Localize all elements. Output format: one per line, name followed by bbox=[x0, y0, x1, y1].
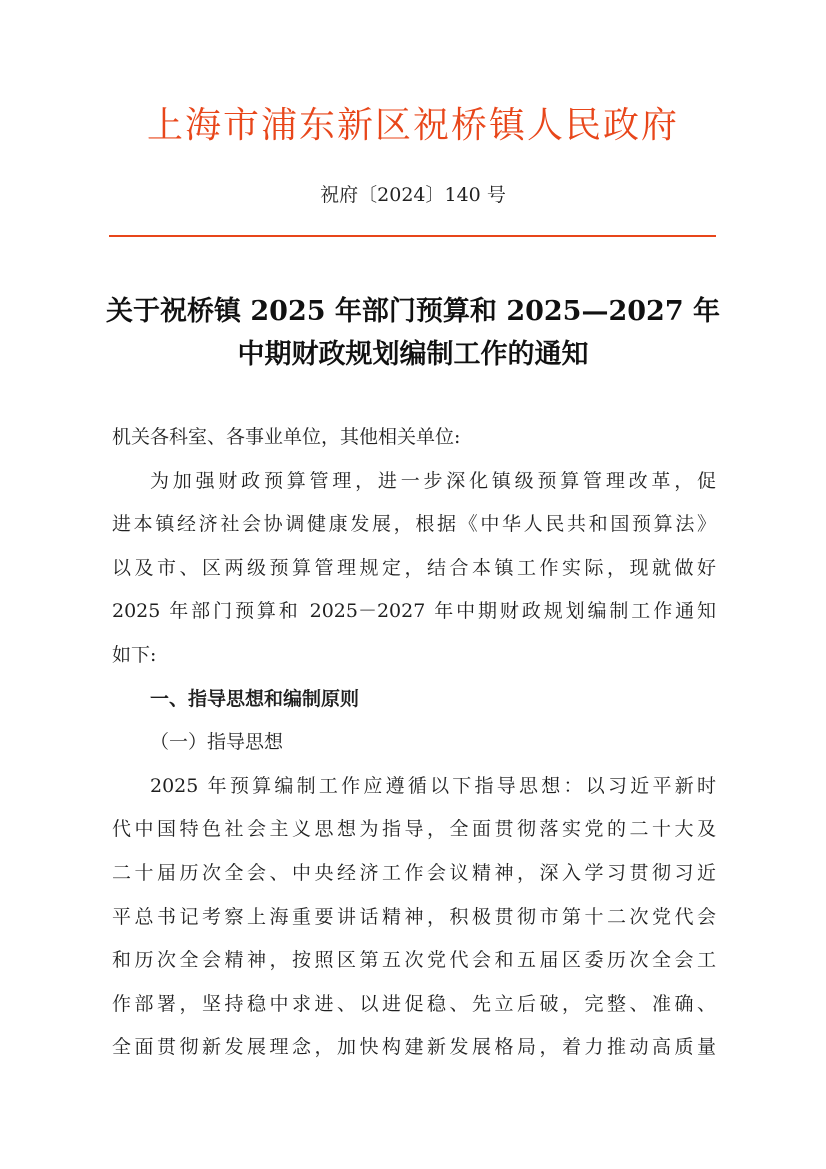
red-divider-line bbox=[109, 235, 716, 237]
document-title bbox=[100, 290, 726, 376]
paragraph-line: 全面贯彻新发展理念，加快构建新发展格局，着力推动高质量 bbox=[112, 1036, 716, 1059]
paragraph-line: 平总书记考察上海重要讲话精神，积极贯彻市第十二次党代会 bbox=[112, 905, 716, 928]
subsection-heading: （一）指导思想 bbox=[150, 731, 284, 754]
issuing-authority-title: 上海市浦东新区祝桥镇人民政府 bbox=[146, 105, 679, 146]
paragraph-line: 和历次全会精神，按照区第五次党代会和五届区委历次全会工 bbox=[112, 949, 716, 972]
document-body bbox=[112, 416, 716, 1070]
recipients-line: 机关各科室、各事业单位，其他相关单位: bbox=[112, 426, 461, 448]
paragraph-intro bbox=[112, 460, 716, 678]
document-title-line-1: 关于祝桥镇 2025 年部门预算和 2025—2027 年 bbox=[105, 296, 721, 327]
document-title-line-2: 中期财政规划编制工作的通知 bbox=[237, 339, 589, 370]
paragraph-line: 二十届历次全会、中央经济工作会议精神，深入学习贯彻习近 bbox=[112, 861, 716, 884]
paragraph-line: 2025 年部门预算和 2025－2027 年中期财政规划编制工作通知 bbox=[112, 600, 716, 623]
paragraph-guiding-ideology bbox=[112, 765, 716, 1070]
paragraph-line: 为加强财政预算管理，进一步深化镇级预算管理改革，促 bbox=[150, 469, 716, 492]
paragraph-line: 代中国特色社会主义思想为指导，全面贯彻落实党的二十大及 bbox=[112, 818, 716, 841]
paragraph-line: 如下: bbox=[112, 643, 157, 666]
paragraph-line: 以及市、区两级预算管理规定，结合本镇工作实际，现就做好 bbox=[112, 556, 716, 579]
paragraph-line: 作部署，坚持稳中求进、以进促稳、先立后破，完整、准确、 bbox=[112, 992, 716, 1015]
paragraph-line: 进本镇经济社会协调健康发展，根据《中华人民共和国预算法》 bbox=[112, 513, 716, 536]
paragraph-line: 2025 年预算编制工作应遵循以下指导思想：以习近平新时 bbox=[150, 774, 716, 797]
section-heading: 一、指导思想和编制原则 bbox=[150, 687, 360, 710]
document-number: 祝府〔2024〕140 号 bbox=[320, 184, 506, 206]
